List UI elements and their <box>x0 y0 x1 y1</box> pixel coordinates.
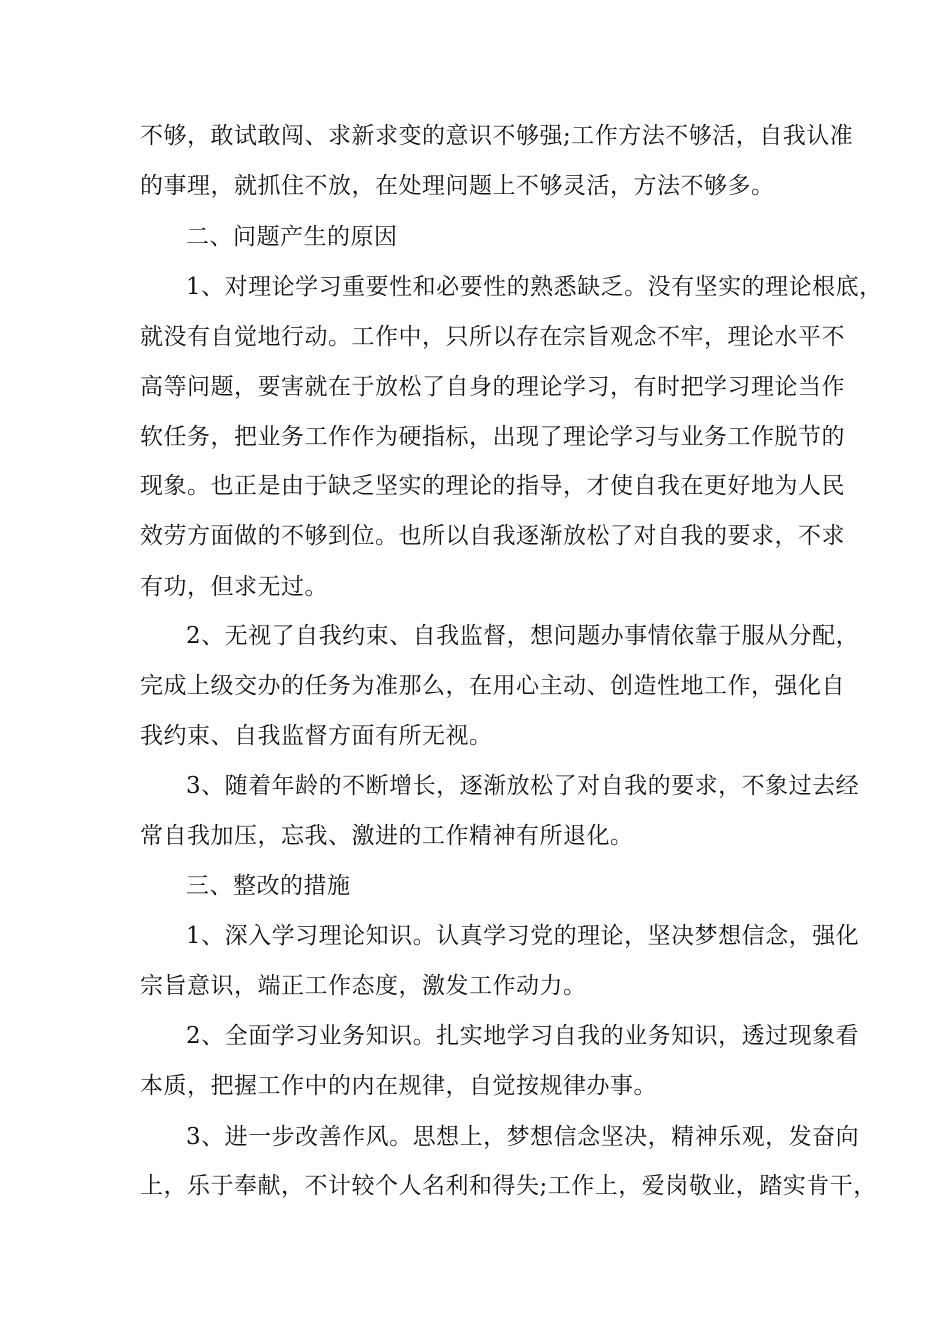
section-heading: 二、问题产生的原因 <box>186 224 398 250</box>
text-line: 本质，把握工作中的内在规律，自觉按规律办事。 <box>140 1073 657 1099</box>
text-line: 软任务，把业务工作作为硬指标，出现了理论学习与业务工作脱节的 <box>140 424 845 450</box>
text-line: 宗旨意识，端正工作态度，激发工作动力。 <box>140 973 587 999</box>
text-line: 就没有自觉地行动。工作中，只所以存在宗旨观念不牢，理论水平不 <box>140 324 845 350</box>
text-line: 2、全面学习业务知识。扎实地学习自我的业务知识，透过现象看 <box>186 1023 860 1049</box>
text-line: 效劳方面做的不够到位。也所以自我逐渐放松了对自我的要求，不求 <box>140 523 845 549</box>
text-line: 上，乐于奉献，不计较个人名利和得失;工作上，爱岗敬业，踏实肯干， <box>140 1173 877 1199</box>
text-line: 我约束、自我监督方面有所无视。 <box>140 723 493 749</box>
text-line: 的事理，就抓住不放，在处理问题上不够灵活，方法不够多。 <box>140 173 775 199</box>
text-line: 1、深入学习理论知识。认真学习党的理论，坚决梦想信念，强化 <box>186 923 860 949</box>
text-line: 常自我加压，忘我、激进的工作精神有所退化。 <box>140 823 634 849</box>
text-line: 不够，敢试敢闯、求新求变的意识不够强;工作方法不够活，自我认准 <box>140 123 854 149</box>
text-line: 2、无视了自我约束、自我监督，想问题办事情依靠于服从分配， <box>186 623 860 649</box>
text-line: 3、随着年龄的不断增长，逐渐放松了对自我的要求，不象过去经 <box>186 773 860 799</box>
section-heading: 三、整改的措施 <box>186 873 351 899</box>
text-line: 高等问题，要害就在于放松了自身的理论学习，有时把学习理论当作 <box>140 374 845 400</box>
text-line: 1、对理论学习重要性和必要性的熟悉缺乏。没有坚实的理论根底， <box>186 274 883 300</box>
text-line: 有功，但求无过。 <box>140 574 328 600</box>
text-line: 现象。也正是由于缺乏坚实的理论的指导，才使自我在更好地为人民 <box>140 473 845 499</box>
text-line: 完成上级交办的任务为准那么，在用心主动、创造性地工作，强化自 <box>140 673 845 699</box>
text-line: 3、进一步改善作风。思想上，梦想信念坚决，精神乐观，发奋向 <box>186 1124 860 1150</box>
